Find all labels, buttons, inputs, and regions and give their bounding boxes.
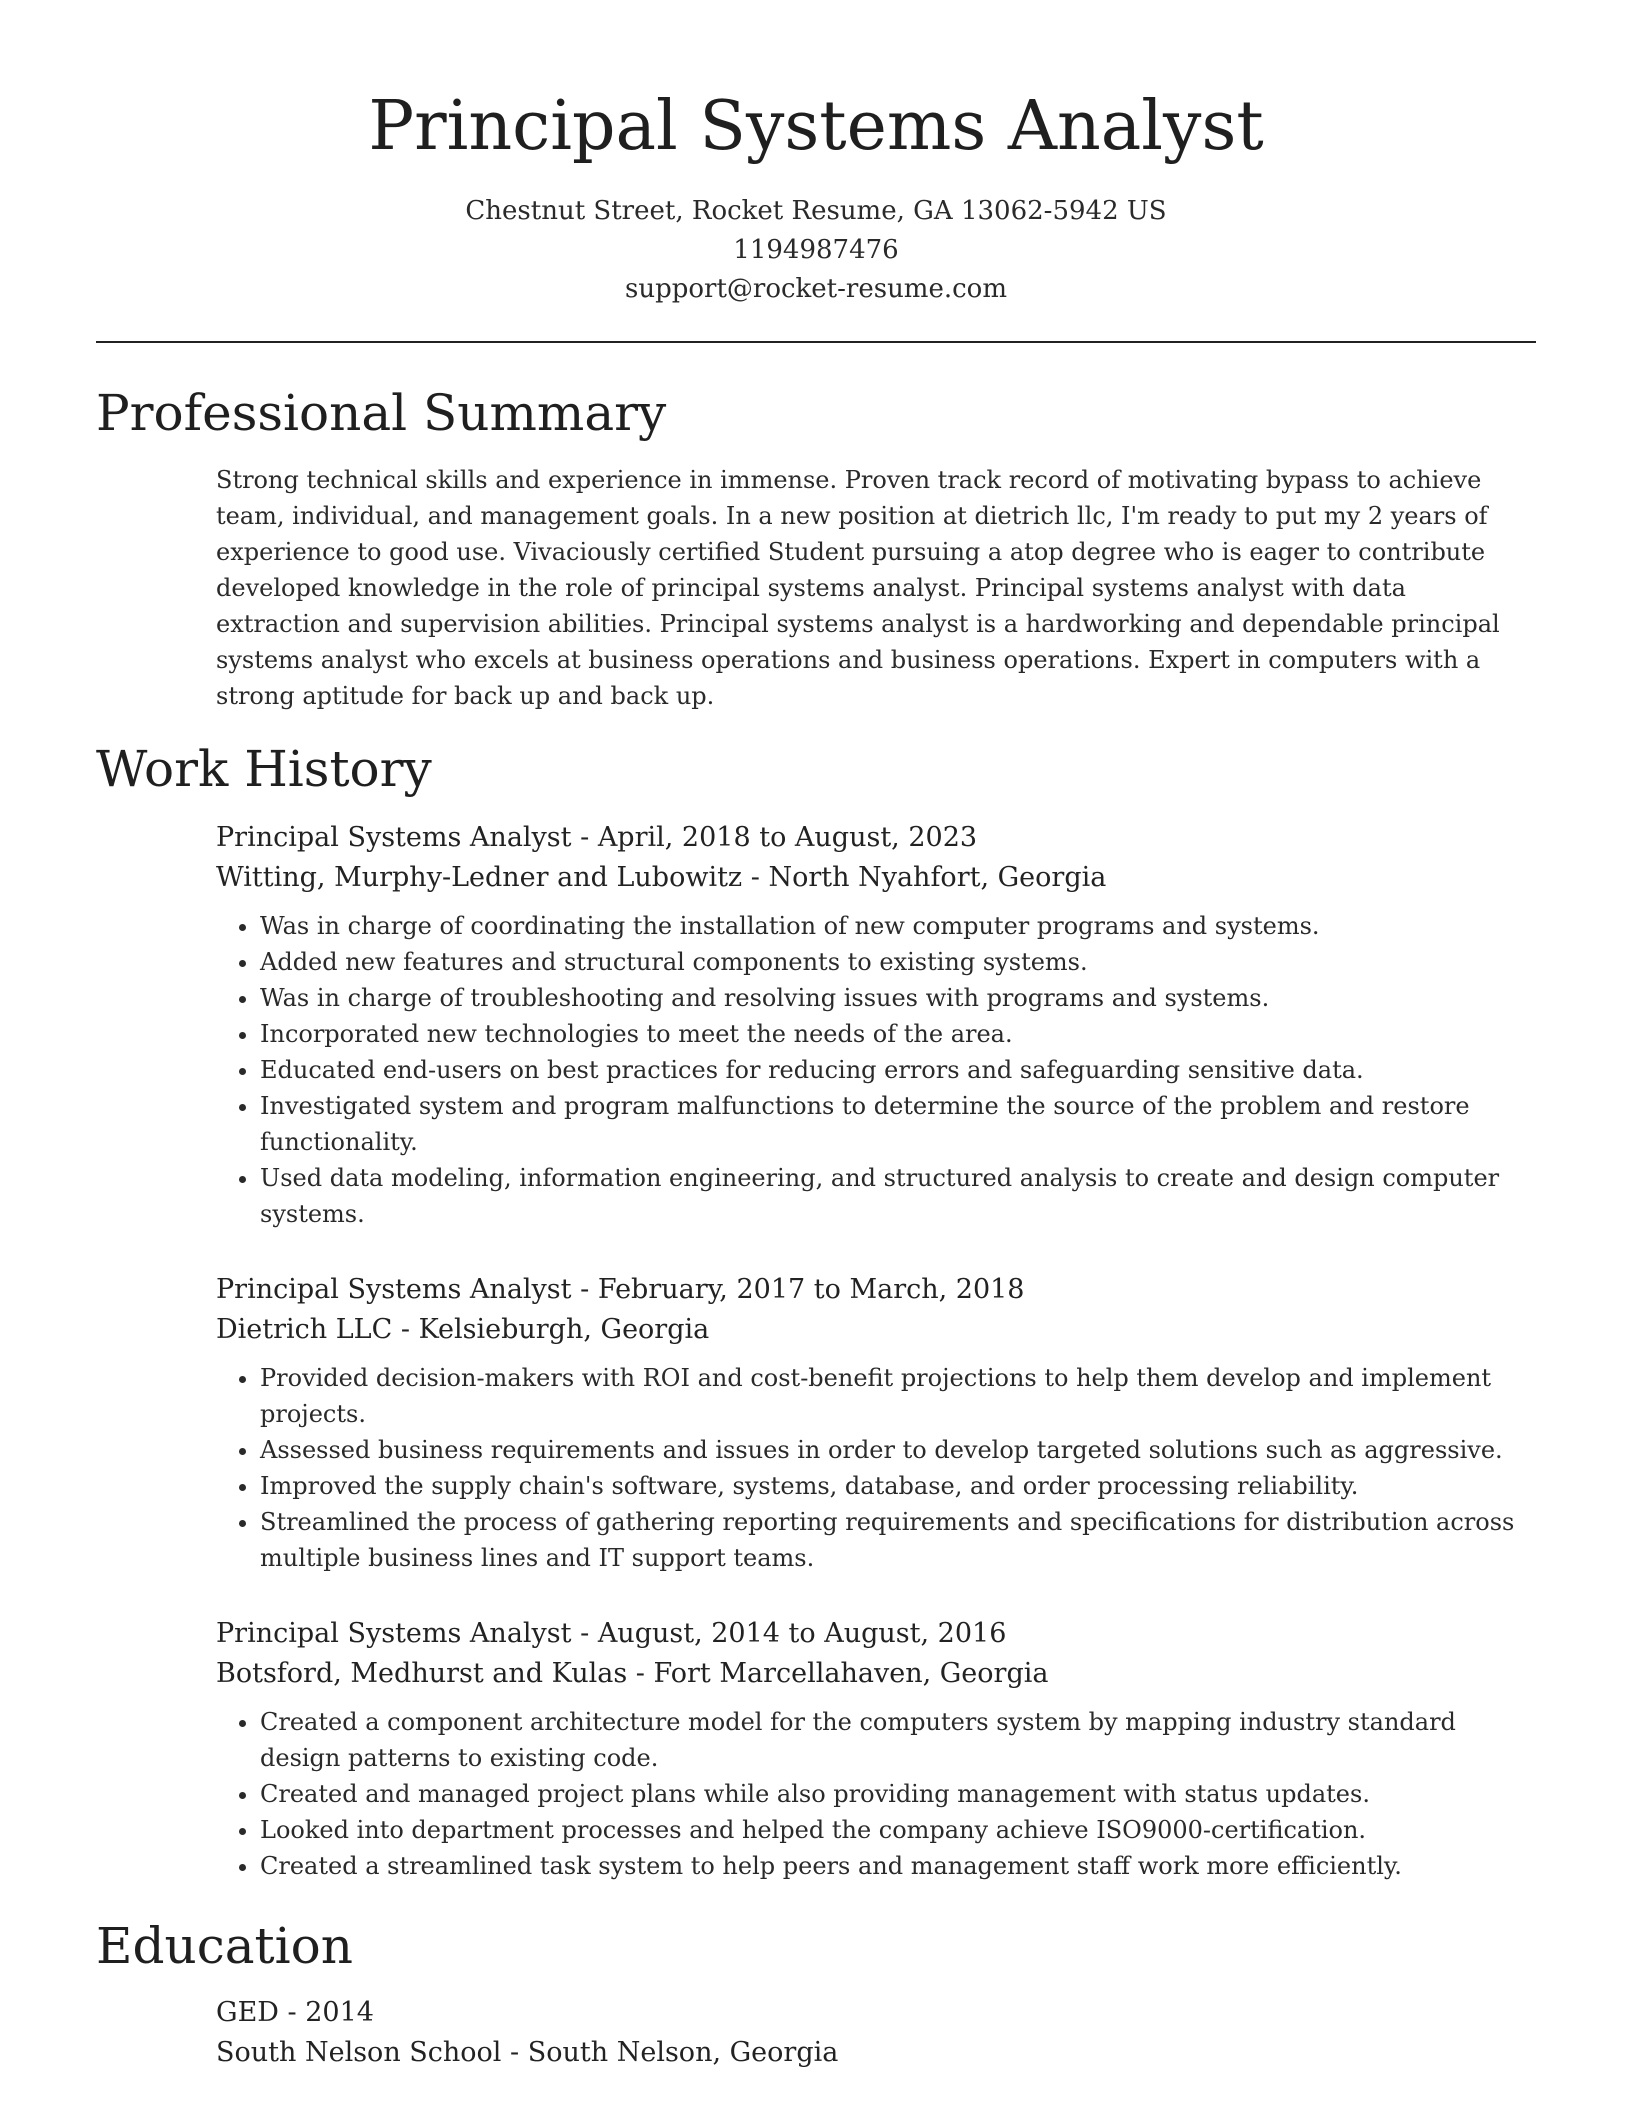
job-bullets [216, 1360, 1536, 1576]
education-location: South Nelson, Georgia [527, 2037, 839, 2068]
separator: - [571, 1274, 598, 1305]
separator: - [501, 2037, 528, 2068]
section-title-education: Education [96, 1917, 353, 1975]
contact-phone: 1194987476 [733, 235, 899, 265]
job-bullets [216, 908, 1536, 1232]
contact-address: Chestnut Street, Rocket Resume, GA 13062-5942 US [465, 196, 1167, 226]
job-bullet: • Provided decision-makers with ROI and cost-benefit projections to help them develop and implement projects. [260, 1360, 1536, 1432]
job-company-line [216, 858, 1536, 898]
separator: - [571, 822, 598, 853]
separator: - [278, 1997, 306, 2028]
education-degree: GED [216, 1997, 279, 2028]
job-dates: August, 2014 to August, 2016 [597, 1618, 1007, 1649]
education-degree-line [216, 1993, 1536, 2033]
education-entry [216, 1993, 1536, 2073]
job-bullet: • Incorporated new technologies to meet the needs of the area. [260, 1016, 1536, 1052]
job-location: North Nyahfort, Georgia [768, 862, 1107, 893]
job-company-line [216, 1654, 1536, 1694]
job-bullet: • Was in charge of troubleshooting and resolving issues with programs and systems. [260, 980, 1536, 1016]
job-bullet: • Investigated system and program malfunctions to determine the source of the problem and restore functionality. [260, 1088, 1536, 1160]
job-bullet: • Looked into department processes and helped the company achieve ISO9000-certification. [260, 1812, 1536, 1848]
job-dates: April, 2018 to August, 2023 [597, 822, 978, 853]
summary-text: Strong technical skills and experience in immense. Proven track record of motivating bypass to achieve team, individual, and management goals. In a new position at dietrich llc, I'm ready to put my 2 years of experience to good use. Vivaciously certified Student pursuing a atop degree who is eager to contribute developed knowledge in the role of principal systems analyst. Principal systems analyst with data extraction and supervision abilities. Principal systems analyst is a hardworking and dependable principal systems analyst who excels at business operations and business operations. Expert in computers with a strong aptitude for back up and back up. [216, 466, 1500, 710]
resume-name: Principal Systems Analyst [368, 87, 1264, 166]
job-bullet: • Used data modeling, information engineering, and structured analysis to create and design computer systems. [260, 1160, 1536, 1232]
job-company: Botsford, Medhurst and Kulas [216, 1658, 628, 1689]
job-bullets [216, 1704, 1536, 1884]
education-year: 2014 [305, 1997, 374, 2028]
job-dates: February, 2017 to March, 2018 [597, 1274, 1025, 1305]
job-bullet: • Created and managed project plans while also providing management with status updates. [260, 1776, 1536, 1812]
separator: - [571, 1618, 598, 1649]
job-role: Principal Systems Analyst [216, 1274, 572, 1305]
separator: - [392, 1314, 419, 1345]
job-title-line [216, 1614, 1536, 1654]
job-entry [216, 1614, 1536, 1884]
job-role: Principal Systems Analyst [216, 1618, 572, 1649]
section-title-summary: Professional Summary [96, 384, 667, 442]
contact-email: support@rocket-resume.com [624, 274, 1007, 304]
job-location: Kelsieburgh, Georgia [418, 1314, 710, 1345]
job-location: Fort Marcellahaven, Georgia [653, 1658, 1049, 1689]
job-bullet: • Assessed business requirements and issues in order to develop targeted solutions such as aggressive. [260, 1432, 1536, 1468]
separator: - [742, 862, 769, 893]
job-entry [216, 818, 1536, 1232]
header-divider [96, 341, 1536, 343]
job-company-line [216, 1310, 1536, 1350]
job-bullet: • Improved the supply chain's software, systems, database, and order processing reliability. [260, 1468, 1536, 1504]
section-title-work-history: Work History [96, 740, 432, 798]
job-company: Witting, Murphy-Ledner and Lubowitz [216, 862, 743, 893]
job-role: Principal Systems Analyst [216, 822, 572, 853]
job-bullet: • Created a component architecture model for the computers system by mapping industry standard design patterns to existing code. [260, 1704, 1536, 1776]
separator: - [627, 1658, 654, 1689]
education-school: South Nelson School [216, 2037, 502, 2068]
job-bullet: • Added new features and structural components to existing systems. [260, 944, 1536, 980]
job-bullet: • Educated end-users on best practices for reducing errors and safeguarding sensitive data. [260, 1052, 1536, 1088]
contact-block [0, 192, 1632, 309]
job-entry [216, 1270, 1536, 1576]
job-bullet: • Created a streamlined task system to help peers and management staff work more efficiently. [260, 1848, 1536, 1884]
job-title-line [216, 1270, 1536, 1310]
job-bullet: • Streamlined the process of gathering reporting requirements and specifications for distribution across multiple business lines and IT support teams. [260, 1504, 1536, 1576]
job-title-line [216, 818, 1536, 858]
job-bullet: • Was in charge of coordinating the installation of new computer programs and systems. [260, 908, 1536, 944]
education-school-line [216, 2033, 1536, 2073]
job-company: Dietrich LLC [216, 1314, 393, 1345]
